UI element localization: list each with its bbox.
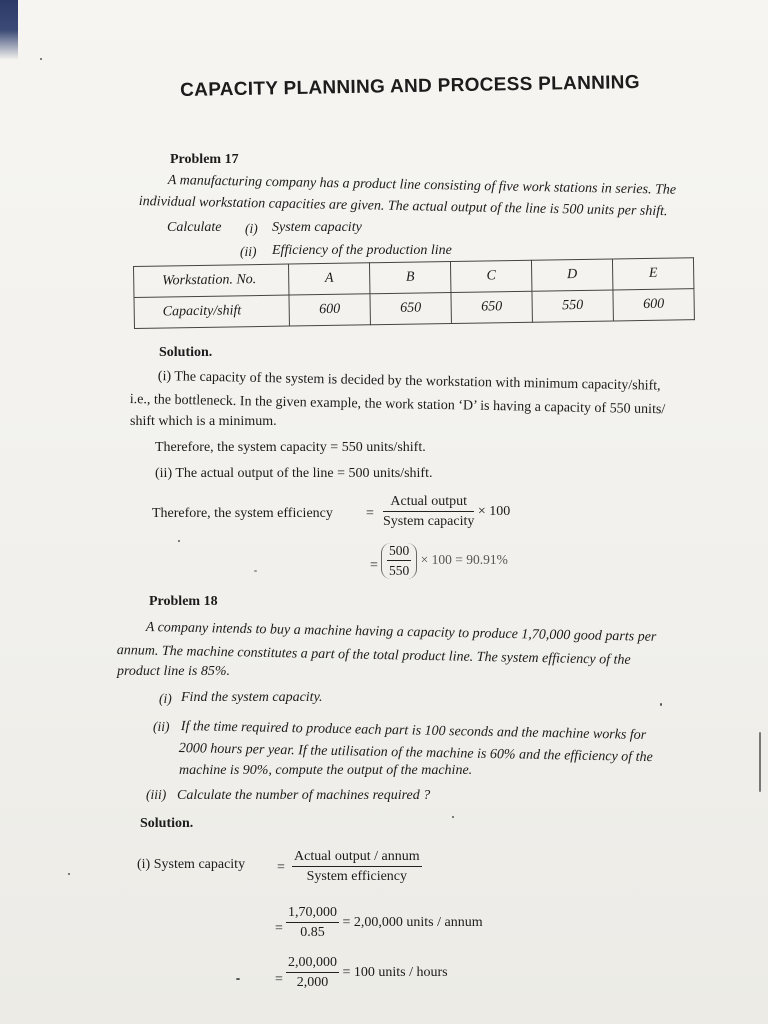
parenthesised-fraction <box>381 543 417 579</box>
fraction-denominator: 2,000 <box>296 975 329 990</box>
table-cell: 550 <box>532 290 613 322</box>
equals-sign: = <box>275 972 283 987</box>
system-capacity-label: (i) System capacity <box>137 857 246 872</box>
problem-17-q2-number: (ii) <box>240 244 257 259</box>
page-speck <box>452 816 454 818</box>
page-corner-shadow <box>0 0 18 60</box>
fraction-denominator: 0.85 <box>300 925 325 940</box>
solution-17-line2: i.e., the bottleneck. In the given example, the work station ‘D’ is having a capacity of 550 units/ <box>129 392 666 418</box>
table-column-label: D <box>531 259 612 291</box>
solution-17-line3: shift which is a minimum. <box>130 414 277 429</box>
problem-18-line3: product line is 85%. <box>117 664 231 679</box>
equals-sign: = <box>370 558 378 573</box>
problem-17-q2-text: Efficiency of the production line <box>272 243 452 258</box>
problem-18-q2-line1: If the time required to produce each part is 100 seconds and the machine works for <box>180 719 647 743</box>
problem-17-calculate-label: Calculate <box>167 220 222 235</box>
solution-18-title: Solution. <box>140 816 194 831</box>
page-speck <box>660 703 662 706</box>
calculation-result: × 100 = 90.91% <box>420 552 508 568</box>
page-speck <box>254 570 257 572</box>
problem-18-q2-line2: 2000 hours per year. If the utilisation of the machine is 60% and the efficiency of the <box>178 741 653 766</box>
problem-17-statement-line2: individual workstation capacities are given. The actual output of the line is 500 units per shift. <box>138 194 668 220</box>
page-speck <box>40 58 42 60</box>
page-edge-mark <box>759 732 761 792</box>
fraction-numerator: Actual output / annum <box>292 849 422 867</box>
solution-17-actual-output: (ii) The actual output of the line = 500 units/shift. <box>155 466 433 481</box>
problem-18-q2-number: (ii) <box>153 719 170 734</box>
table-cell: 600 <box>289 294 370 326</box>
capacity-formula <box>292 849 422 885</box>
problem-18-line1: A company intends to buy a machine having a capacity to produce 1,70,000 good parts per <box>145 620 657 645</box>
table-cell: 650 <box>451 291 532 323</box>
fraction-denominator: 550 <box>389 563 410 578</box>
problem-18-line2: annum. The machine constitutes a part of the total product line. The system efficiency of the <box>116 643 631 668</box>
problem-18-q1-text: Find the system capacity. <box>181 690 323 705</box>
fraction <box>286 905 339 941</box>
fraction-numerator: Actual output <box>383 494 474 512</box>
fraction <box>292 849 422 885</box>
capacity-calculation-step1 <box>286 905 483 941</box>
multiplier: × 100 <box>477 504 511 520</box>
step-result: = 100 units / hours <box>342 965 448 981</box>
fraction <box>383 494 474 530</box>
capacity-calculation-step2 <box>286 955 448 991</box>
page-speck <box>236 978 240 980</box>
fraction <box>387 543 411 579</box>
fraction-denominator: System capacity <box>383 514 475 529</box>
problem-18-title: Problem 18 <box>149 594 218 609</box>
problem-17-q1-text: System capacity <box>272 220 362 235</box>
table-row-label: Capacity/shift <box>134 295 289 328</box>
table-column-label: C <box>450 260 531 292</box>
fraction-numerator: 500 <box>387 543 411 561</box>
table-column-label: A <box>288 263 369 295</box>
solution-17-line1: (i) The capacity of the system is decided by the workstation with minimum capacity/shift, <box>157 369 661 394</box>
problem-17-statement-line1: A manufacturing company has a product line consisting of five work stations in series. The <box>167 173 677 198</box>
table-cell: 650 <box>370 293 451 325</box>
page-header: CAPACITY PLANNING AND PROCESS PLANNING <box>180 71 640 101</box>
table-cell: 600 <box>613 289 694 321</box>
problem-18-q3-number: (iii) <box>146 787 167 802</box>
problem-17-q1-number: (i) <box>245 221 258 236</box>
efficiency-formula <box>383 494 510 530</box>
equals-sign: = <box>366 506 374 521</box>
problem-17-title: Problem 17 <box>170 152 239 167</box>
efficiency-label: Therefore, the system efficiency <box>152 506 333 521</box>
table-header-cell: Workstation. No. <box>134 264 289 297</box>
solution-17-system-capacity: Therefore, the system capacity = 550 units/shift. <box>155 440 426 455</box>
fraction-numerator: 2,00,000 <box>286 955 339 973</box>
problem-18-q1-number: (i) <box>159 691 172 706</box>
efficiency-calculation <box>381 543 508 579</box>
fraction-denominator: System efficiency <box>306 869 408 884</box>
page-speck <box>178 540 180 542</box>
equals-sign: = <box>275 921 283 936</box>
problem-18-q2-line3: machine is 90%, compute the output of the machine. <box>179 763 473 778</box>
table-column-label: E <box>612 258 693 290</box>
solution-17-title: Solution. <box>159 345 213 360</box>
equals-sign: = <box>277 860 285 875</box>
page-speck <box>68 873 70 875</box>
problem-18-q3-text: Calculate the number of machines required ? <box>177 788 431 803</box>
fraction-numerator: 1,70,000 <box>286 905 339 923</box>
step-result: = 2,00,000 units / annum <box>342 915 483 931</box>
fraction <box>286 955 339 991</box>
capacity-table <box>133 257 695 329</box>
table-column-label: B <box>369 262 450 294</box>
